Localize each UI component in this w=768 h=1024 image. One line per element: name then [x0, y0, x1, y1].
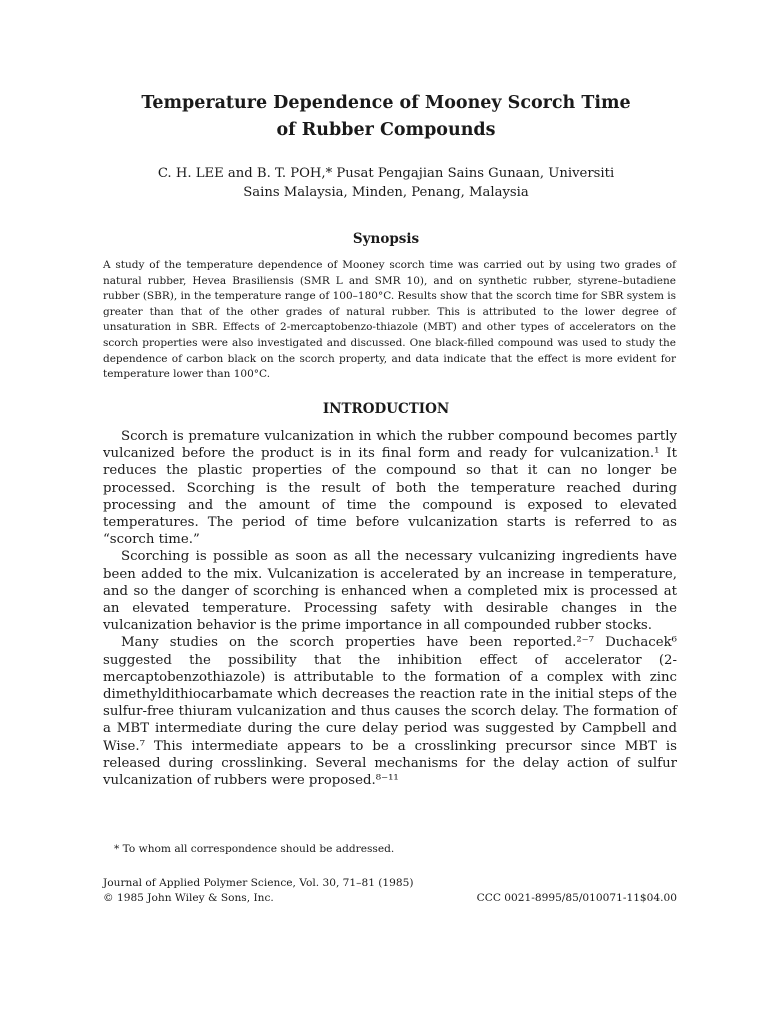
author-line-2: Sains Malaysia, Minden, Penang, Malaysia: [243, 185, 529, 200]
introduction-heading: INTRODUCTION: [322, 401, 450, 417]
paper-title: [96, 90, 676, 144]
title-line-2: of Rubber Compounds: [276, 120, 496, 140]
introduction-paragraph: Many studies on the scorch properties have been reported.²⁻⁷ Duchacek⁶ suggested the possibility that the inhibition effect of accelerator (2-mercaptobenzothiazole) is attributable to the formation of a complex with zinc dimethyldithiocarbamate which decreases the reaction rate in the initial steps of the sulfur-free thiuram vulcanization and thus causes the scorch delay. The formation of a MBT intermediate during the cure delay period was suggested by Campbell and Wise.⁷ This intermediate appears to be a crosslinking precursor since MBT is released during crosslinking. Several mechanisms for the delay action of sulfur vulcanization of rubbers were proposed.⁸⁻¹¹: [103, 635, 677, 789]
copyright-notice: © 1985 John Wiley & Sons, Inc.: [103, 891, 274, 904]
synopsis-heading: Synopsis: [352, 231, 420, 247]
title-line-1: Temperature Dependence of Mooney Scorch Time: [141, 93, 631, 113]
introduction-paragraph: Scorching is possible as soon as all the necessary vulcanizing ingredients have been added to the mix. Vulcanization is accelerated by an increase in temperature, and so the danger of scorching is enhanced when a completed mix is processed at an elevated temperature. Processing safety with desirable changes in the vulcanization behavior is the prime importance in all compounded rubber stocks.: [103, 549, 677, 634]
ccc-code: CCC 0021-8995/85/010071-11$04.00: [476, 891, 677, 904]
journal-info: [103, 876, 677, 905]
synopsis-text: A study of the temperature dependence of Mooney scorch time was carried out by using two grades of natural rubber, Hevea Brasiliensis (SMR L and SMR 10), and on synthetic rubber, styrene–butadiene rubber (SBR), in the temperature range of 100–180°C. Results show that the scorch time for SBR system is greater than that of the other grades of natural rubber. This is attributed to the lower degree of unsaturation in SBR. Effects of 2-mercaptobenzo-thiazole (MBT) and other types of accelerators on the scorch properties were also investigated and discussed. One black-filled compound was used to study the dependence of carbon black on the scorch property, and data indicate that the effect is more evident for temperature lower than 100°C.: [103, 259, 676, 381]
correspondence-footnote: * To whom all correspondence should be addressed.: [114, 843, 395, 855]
introduction-paragraph: Scorch is premature vulcanization in which the rubber compound becomes partly vulcanized before the product is in its final form and ready for vulcanization.¹ It reduces the plastic properties of the compound so that it can no longer be processed. Scorching is the result of both the temperature reached during processing and the amount of time the compound is exposed to elevated temperatures. The period of time before vulcanization starts is referred to as “scorch time.”: [103, 429, 677, 548]
introduction-body: [103, 428, 677, 789]
journal-footer-row: [103, 891, 677, 906]
author-affiliation: [96, 164, 676, 202]
journal-citation: Journal of Applied Polymer Science, Vol. 30, 71–81 (1985): [103, 877, 414, 889]
author-line-1: C. H. LEE and B. T. POH,* Pusat Pengajian Sains Gunaan, Universiti: [157, 166, 615, 181]
